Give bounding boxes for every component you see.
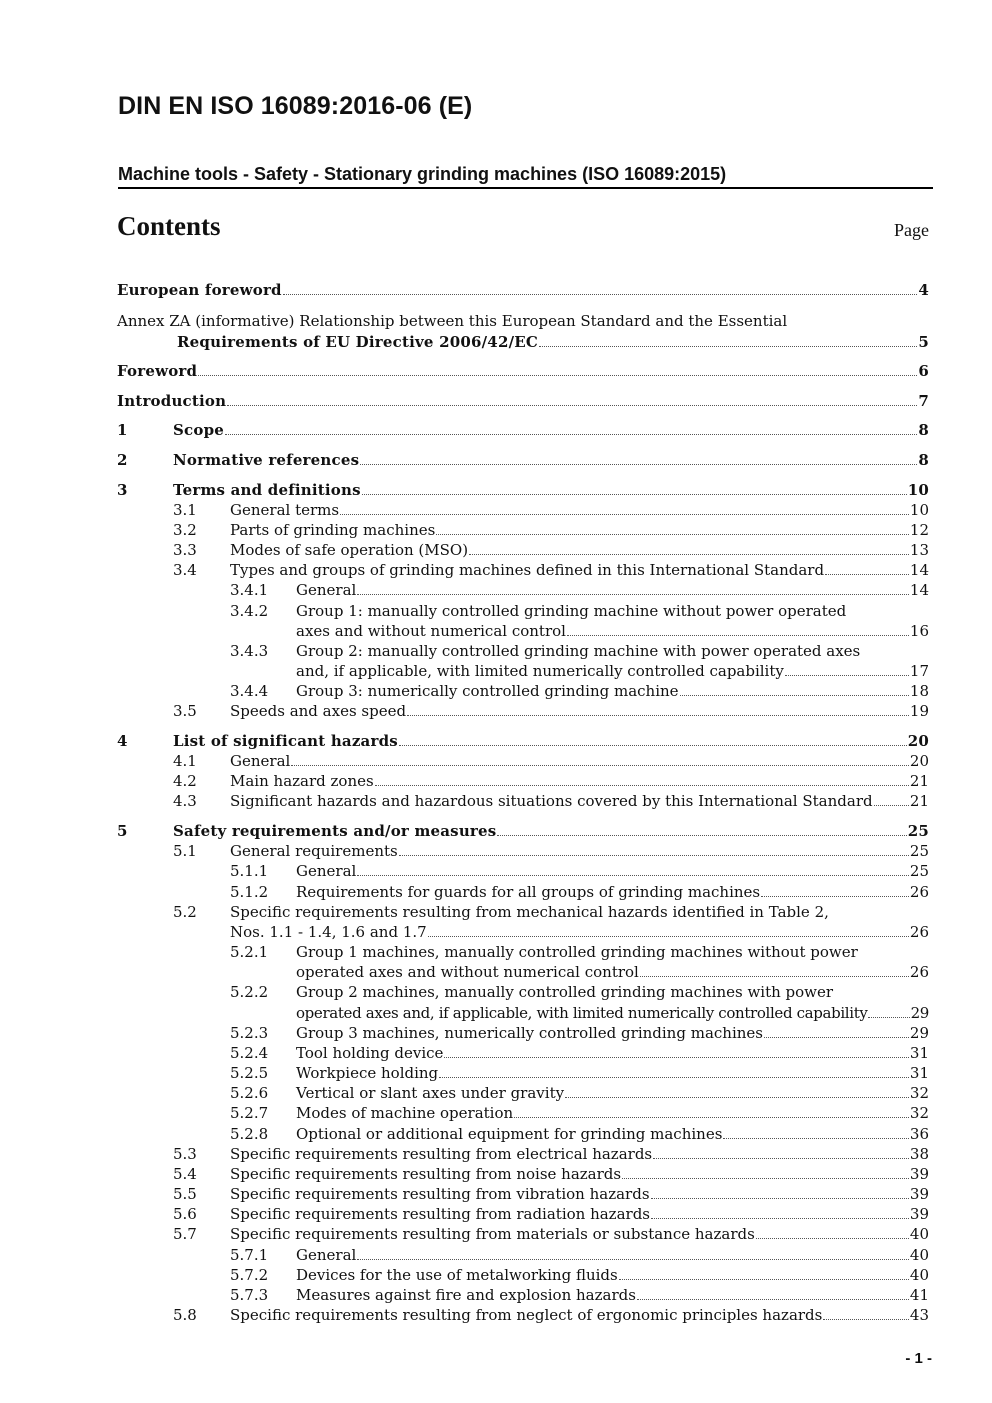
toc-entry-significant-hazards[interactable]: List of significant hazards 20 [173,732,929,750]
toc-entry-title: Requirements of EU Directive 2006/42/EC [177,333,539,351]
toc-entry-introduction[interactable] [117,391,929,411]
toc-entry-5-3[interactable]: Specific requirements resulting from electrical hazards 38 [230,1145,929,1163]
toc-entry-title-line1: Group 1: manually controlled grinding machine without power operated [296,602,847,620]
toc-entry-5-2-8[interactable]: Optional or additional equipment for grinding machines 36 [296,1125,929,1143]
toc-entry-5-4[interactable]: Specific requirements resulting from noise hazards 39 [230,1165,929,1183]
toc-number: 4.3 [173,792,197,810]
toc-number: 3.4.1 [230,581,269,599]
toc-number: 5 [117,822,128,840]
toc-number: 5.2.8 [230,1125,269,1143]
toc-number: 5.7.2 [230,1266,269,1284]
toc-entry-annex-za-line1[interactable]: Annex ZA (informative) Relationship between this European Standard and the Essential [117,312,788,330]
toc-entry-title-line1: Specific requirements resulting from mechanical hazards identified in Table 2, [230,903,829,921]
toc-entry-5-1-1[interactable]: General 25 [296,862,929,880]
page-column-heading: Page [894,220,929,240]
toc-entry-3-4[interactable]: Types and groups of grinding machines defined in this International Standard 14 [230,561,929,579]
toc-number: 5.6 [173,1205,197,1223]
toc-number: 5.2.1 [230,943,269,961]
toc-number: 3.4.2 [230,602,269,620]
toc-number: 4 [117,732,128,750]
toc-number: 4.2 [173,772,197,790]
toc-entry-5-2-2[interactable]: operated axes and, if applicable, with limited numerically controlled capability 29 [296,1004,929,1022]
toc-entry-scope[interactable]: Scope 8 [173,421,929,439]
toc-entry-5-7-3[interactable]: Measures against fire and explosion hazards 41 [296,1286,929,1304]
toc-entry-5-1-2[interactable]: Requirements for guards for all groups of grinding machines 26 [296,883,929,901]
toc-number: 5.8 [173,1306,197,1324]
toc-entry-safety-requirements[interactable]: Safety requirements and/or measures 25 [173,822,929,840]
contents-heading: Contents [117,211,221,241]
toc-number: 5.2.5 [230,1064,269,1082]
toc-entry-3-4-3[interactable]: and, if applicable, with limited numerically controlled capability 17 [296,662,929,680]
toc-entry-5-2-4[interactable]: Tool holding device 31 [296,1044,929,1062]
toc-entry-5-7-1[interactable]: General 40 [296,1246,929,1264]
toc-number: 5.7.1 [230,1246,269,1264]
toc-number: 3.4.3 [230,642,269,660]
toc-number: 3.2 [173,521,197,539]
standard-designation: DIN EN ISO 16089:2016-06 (E) [118,92,473,120]
toc-number: 4.1 [173,752,197,770]
toc-entry-3-4-2[interactable]: axes and without numerical control 16 [296,622,929,640]
toc-number: 5.2.4 [230,1044,269,1062]
toc-number: 5.5 [173,1185,197,1203]
toc-entry-5-7[interactable]: Specific requirements resulting from materials or substance hazards 40 [230,1225,929,1243]
toc-number: 5.7 [173,1225,197,1243]
toc-entry-page: 5 [918,333,929,351]
toc-number: 2 [117,451,128,469]
toc-entry-european-foreword[interactable] [117,280,929,300]
toc-number: 5.1.1 [230,862,269,880]
toc-number: 3.1 [173,501,197,519]
toc-entry-title-line1: Group 2: manually controlled grinding machine with power operated axes [296,642,861,660]
toc-number: 3.3 [173,541,197,559]
toc-entry-page: 4 [918,281,929,299]
toc-entry-4-1[interactable]: General 20 [230,752,929,770]
toc-entry-5-2-5[interactable]: Workpiece holding 31 [296,1064,929,1082]
toc-entry-5-2-3[interactable]: Group 3 machines, numerically controlled grinding machines 29 [296,1024,929,1042]
toc-entry-5-7-2[interactable]: Devices for the use of metalworking fluids 40 [296,1266,929,1284]
toc-entry-5-2-6[interactable]: Vertical or slant axes under gravity 32 [296,1084,929,1102]
toc-entry-page: 7 [918,392,929,410]
toc-entry-5-6[interactable]: Specific requirements resulting from radiation hazards 39 [230,1205,929,1223]
toc-number: 5.2.3 [230,1024,269,1042]
page-number-footer: - 1 - [905,1350,932,1367]
toc-entry-5-2-1[interactable]: operated axes and without numerical control 26 [296,963,929,981]
toc-entry-page: 6 [918,362,929,380]
toc-entry-3-2[interactable]: Parts of grinding machines 12 [230,521,929,539]
toc-number: 5.2.2 [230,983,269,1001]
toc-entry-annex-za[interactable] [177,332,929,352]
toc-entry-title: Foreword [117,362,198,380]
toc-entry-terms-definitions[interactable]: Terms and definitions 10 [173,481,929,499]
toc-number: 5.2 [173,903,197,921]
toc-entry-title-line1: Group 1 machines, manually controlled grinding machines without power [296,943,858,961]
toc-entry-3-1[interactable]: General terms 10 [230,501,929,519]
toc-entry-3-5[interactable]: Speeds and axes speed 19 [230,702,929,720]
toc-entry-4-3[interactable]: Significant hazards and hazardous situations covered by this International Standard 21 [230,792,929,810]
toc-entry-title: European foreword [117,281,282,299]
toc-number: 5.1 [173,842,197,860]
toc-entry-3-3[interactable]: Modes of safe operation (MSO) 13 [230,541,929,559]
toc-entry-5-2[interactable]: Nos. 1.1 - 1.4, 1.6 and 1.7 26 [230,923,929,941]
toc-number: 5.7.3 [230,1286,269,1304]
toc-number: 3.4.4 [230,682,269,700]
toc-number: 5.2.7 [230,1104,269,1122]
toc-entry-title: Introduction [117,392,227,410]
toc-number: 3 [117,481,128,499]
document-subtitle: Machine tools - Safety - Stationary grinding machines (ISO 16089:2015) [118,163,933,189]
toc-number: 5.1.2 [230,883,269,901]
toc-entry-5-8[interactable]: Specific requirements resulting from neglect of ergonomic principles hazards 43 [230,1306,929,1324]
toc-entry-title-line1: Group 2 machines, manually controlled grinding machines with power [296,983,834,1001]
toc-entry-foreword[interactable] [117,361,929,381]
toc-entry-5-1[interactable]: General requirements 25 [230,842,929,860]
toc-number: 3.4 [173,561,197,579]
toc-number: 3.5 [173,702,197,720]
toc-number: 5.2.6 [230,1084,269,1102]
toc-entry-5-2-7[interactable]: Modes of machine operation 32 [296,1104,929,1122]
toc-number: 5.4 [173,1165,197,1183]
toc-entry-5-5[interactable]: Specific requirements resulting from vibration hazards 39 [230,1185,929,1203]
toc-entry-3-4-1[interactable]: General 14 [296,581,929,599]
toc-entry-normative-references[interactable]: Normative references 8 [173,451,929,469]
toc-entry-4-2[interactable]: Main hazard zones 21 [230,772,929,790]
toc-number: 1 [117,421,128,439]
toc-number: 5.3 [173,1145,197,1163]
toc-entry-3-4-4[interactable]: Group 3: numerically controlled grinding machine 18 [296,682,929,700]
